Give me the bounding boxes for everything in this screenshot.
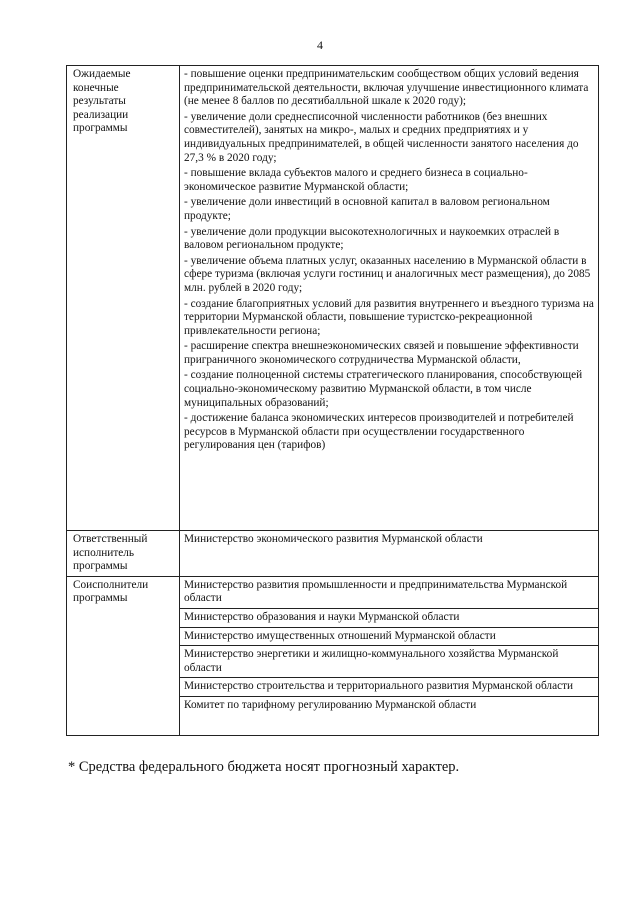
coexecutor-row xyxy=(67,576,599,608)
coexecutor-item: Министерство развития промышленности и предпринимательства Мурманской области xyxy=(180,576,599,608)
result-item: - увеличение доли инвестиций в основной капитал в валовом региональном продукте; xyxy=(184,196,550,222)
coexecutor-item: Комитет по тарифному регулированию Мурманской области xyxy=(180,696,599,735)
program-passport-table xyxy=(66,65,599,736)
result-item: - создание благоприятных условий для развития внутреннего и въездного туризма на территории Мурманской области, повышение туристско-рекреационной привлекательности региона; xyxy=(184,297,594,337)
result-item: - достижение баланса экономических интересов производителей и потребителей ресурсов в Мурманской области при осуществлении государственного регулирования цен (тарифов) xyxy=(184,412,574,452)
coexecutor-item: Министерство строительства и территориального развития Мурманской области xyxy=(180,678,599,697)
expected-results-list xyxy=(180,66,599,531)
page-number: 4 xyxy=(317,38,323,52)
result-item: - повышение вклада субъектов малого и среднего бизнеса в социально-экономическое развитие Мурманской области; xyxy=(184,167,528,193)
result-item: - повышение оценки предпринимательским сообществом общих условий ведения предпринимательской деятельности, включая улучшение инвестиционного климата (не менее 8 баллов по десятибалльной шкале к 2020 году); xyxy=(184,68,589,108)
result-item: - увеличение доли продукции высокотехнологичных и наукоемких отраслей в валовом региональном продукте; xyxy=(184,225,560,252)
coexecutors-label: Соисполнители программы xyxy=(67,576,180,735)
footnote: * Средства федерального бюджета носят прогнозный характер. xyxy=(68,759,460,775)
coexecutor-item: Министерство образования и науки Мурманской области xyxy=(180,608,599,627)
responsible-executor-value: Министерство экономического развития Мурманской области xyxy=(180,531,599,577)
result-item: - расширение спектра внешнеэкономических связей и повышение эффективности приграничного экономического сотрудничества Мурманской области, xyxy=(184,340,579,366)
result-item: - создание полноценной системы стратегического планирования, способствующей социально-экономическому развитию Мурманской области, в том числе муниципальных образований; xyxy=(184,369,583,409)
result-item: - увеличение объема платных услуг, оказанных населению в Мурманской области в сфере туризма (включая услуги гостиниц и аналогичных мест размещения), до 2085 млн. рублей в 2020 году; xyxy=(184,254,591,294)
responsible-executor-label: Ответственный исполнитель программы xyxy=(67,531,180,577)
responsible-executor-row xyxy=(67,531,599,577)
coexecutor-item: Министерство энергетики и жилищно-коммунального хозяйства Мурманской области xyxy=(180,646,599,678)
expected-results-row xyxy=(67,66,599,531)
coexecutor-item: Министерство имущественных отношений Мурманской области xyxy=(180,627,599,646)
result-item: - увеличение доли среднесписочной численности работников (без внешних совместителей), занятых на микро-, малых и средних предприятиях и у индивидуальных предпринимателей, в общей численности занятого населения до 27,3 % в 2020 году; xyxy=(184,110,579,164)
expected-results-label: Ожидаемые конечные результаты реализации программы xyxy=(67,66,180,531)
